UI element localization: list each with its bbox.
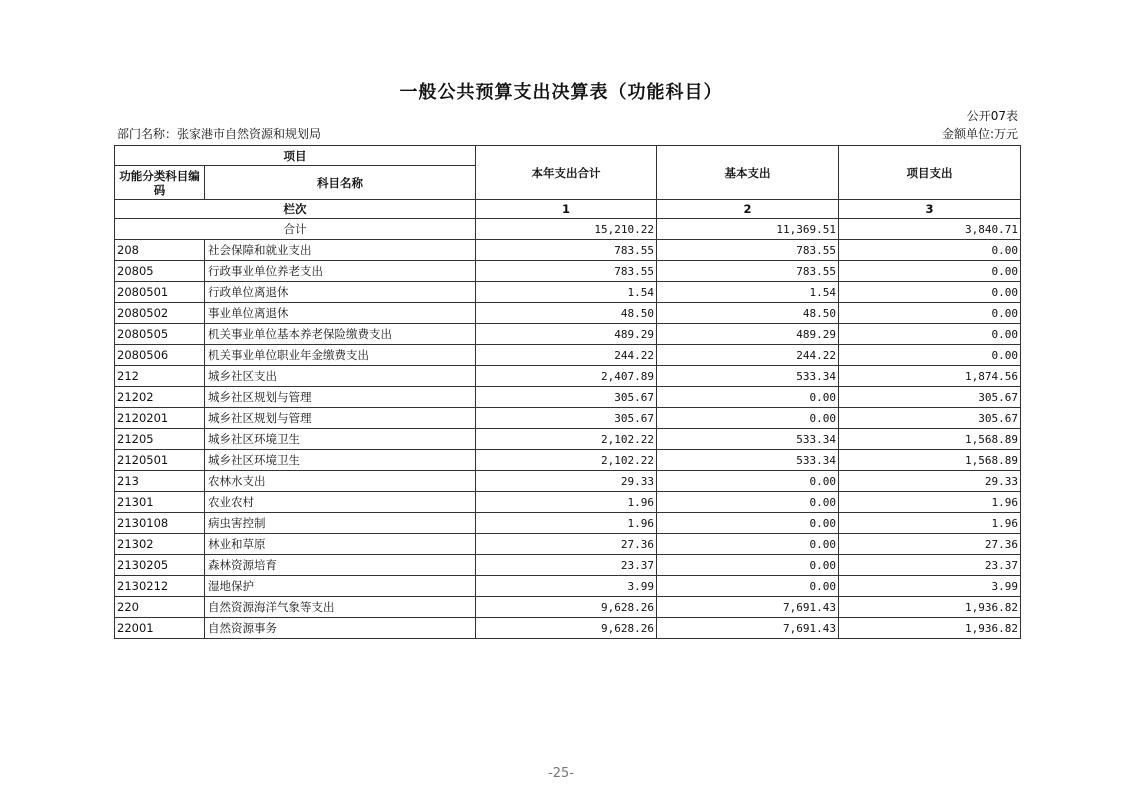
row-total: 2,407.89	[476, 366, 657, 387]
row-name: 湿地保护	[205, 576, 476, 597]
row-code: 2080505	[115, 324, 205, 345]
row-basic: 0.00	[657, 534, 839, 555]
row-project: 1,874.56	[839, 366, 1021, 387]
row-code: 2120201	[115, 408, 205, 429]
header-code: 功能分类科目编码	[115, 166, 205, 200]
table-row	[115, 366, 1021, 387]
form-number: 公开07表	[966, 109, 1018, 123]
total-row	[115, 219, 1021, 240]
unit-label: 金额单位:万元	[941, 127, 1018, 141]
row-name: 事业单位离退休	[205, 303, 476, 324]
row-basic: 48.50	[657, 303, 839, 324]
row-basic: 783.55	[657, 261, 839, 282]
header-project: 项目支出	[839, 146, 1021, 200]
table-row	[115, 345, 1021, 366]
total-sum: 15,210.22	[476, 219, 657, 240]
header-item: 项目	[115, 146, 476, 166]
table-row	[115, 597, 1021, 618]
table-row	[115, 429, 1021, 450]
row-basic: 7,691.43	[657, 597, 839, 618]
row-total: 305.67	[476, 408, 657, 429]
table-row	[115, 282, 1021, 303]
row-name: 行政事业单位养老支出	[205, 261, 476, 282]
row-project: 1,568.89	[839, 450, 1021, 471]
row-basic: 1.54	[657, 282, 839, 303]
row-code: 213	[115, 471, 205, 492]
row-name: 城乡社区环境卫生	[205, 429, 476, 450]
row-code: 21302	[115, 534, 205, 555]
row-name: 机关事业单位职业年金缴费支出	[205, 345, 476, 366]
department-label: 部门名称：张家港市自然资源和规划局	[117, 127, 322, 141]
row-name: 农业农村	[205, 492, 476, 513]
row-code: 21202	[115, 387, 205, 408]
row-project: 27.36	[839, 534, 1021, 555]
row-total: 244.22	[476, 345, 657, 366]
row-basic: 0.00	[657, 387, 839, 408]
row-project: 0.00	[839, 345, 1021, 366]
row-basic: 244.22	[657, 345, 839, 366]
row-total: 2,102.22	[476, 450, 657, 471]
table-row	[115, 387, 1021, 408]
row-project: 305.67	[839, 408, 1021, 429]
table-row	[115, 303, 1021, 324]
row-project: 305.67	[839, 387, 1021, 408]
row-total: 3.99	[476, 576, 657, 597]
row-code: 2130205	[115, 555, 205, 576]
header-col3: 3	[839, 200, 1021, 219]
row-project: 0.00	[839, 240, 1021, 261]
row-total: 23.37	[476, 555, 657, 576]
row-code: 21205	[115, 429, 205, 450]
row-project: 29.33	[839, 471, 1021, 492]
row-code: 2120501	[115, 450, 205, 471]
row-total: 783.55	[476, 261, 657, 282]
row-code: 21301	[115, 492, 205, 513]
row-name: 自然资源事务	[205, 618, 476, 639]
row-total: 2,102.22	[476, 429, 657, 450]
table-row	[115, 618, 1021, 639]
row-project: 0.00	[839, 261, 1021, 282]
row-code: 20805	[115, 261, 205, 282]
table-body	[115, 219, 1021, 639]
row-code: 2080506	[115, 345, 205, 366]
table-row	[115, 576, 1021, 597]
table-row	[115, 408, 1021, 429]
row-basic: 533.34	[657, 429, 839, 450]
header-col2: 2	[657, 200, 839, 219]
row-name: 行政单位离退休	[205, 282, 476, 303]
row-total: 1.54	[476, 282, 657, 303]
header-col1: 1	[476, 200, 657, 219]
table-row	[115, 240, 1021, 261]
row-total: 9,628.26	[476, 618, 657, 639]
row-code: 208	[115, 240, 205, 261]
row-total: 48.50	[476, 303, 657, 324]
row-basic: 0.00	[657, 408, 839, 429]
row-total: 27.36	[476, 534, 657, 555]
row-project: 0.00	[839, 303, 1021, 324]
row-name: 社会保障和就业支出	[205, 240, 476, 261]
row-code: 22001	[115, 618, 205, 639]
row-basic: 0.00	[657, 492, 839, 513]
total-project: 3,840.71	[839, 219, 1021, 240]
row-name: 城乡社区支出	[205, 366, 476, 387]
row-basic: 0.00	[657, 513, 839, 534]
header-basic: 基本支出	[657, 146, 839, 200]
row-total: 29.33	[476, 471, 657, 492]
row-basic: 0.00	[657, 471, 839, 492]
table-row	[115, 534, 1021, 555]
row-name: 城乡社区规划与管理	[205, 408, 476, 429]
header-name: 科目名称	[205, 166, 476, 200]
row-basic: 0.00	[657, 576, 839, 597]
row-project: 3.99	[839, 576, 1021, 597]
row-total: 489.29	[476, 324, 657, 345]
row-code: 212	[115, 366, 205, 387]
header-col-label: 栏次	[115, 200, 476, 219]
row-code: 2130108	[115, 513, 205, 534]
table-row	[115, 324, 1021, 345]
header-total: 本年支出合计	[476, 146, 657, 200]
row-name: 农林水支出	[205, 471, 476, 492]
row-project: 0.00	[839, 282, 1021, 303]
table-row	[115, 492, 1021, 513]
row-basic: 489.29	[657, 324, 839, 345]
row-name: 病虫害控制	[205, 513, 476, 534]
row-code: 2080502	[115, 303, 205, 324]
row-total: 305.67	[476, 387, 657, 408]
row-project: 23.37	[839, 555, 1021, 576]
row-project: 1,936.82	[839, 597, 1021, 618]
table-row	[115, 450, 1021, 471]
row-name: 林业和草原	[205, 534, 476, 555]
row-name: 机关事业单位基本养老保险缴费支出	[205, 324, 476, 345]
row-name: 城乡社区规划与管理	[205, 387, 476, 408]
row-total: 9,628.26	[476, 597, 657, 618]
table-row	[115, 513, 1021, 534]
row-name: 城乡社区环境卫生	[205, 450, 476, 471]
row-code: 2130212	[115, 576, 205, 597]
total-label: 合计	[115, 219, 476, 240]
row-project: 1.96	[839, 513, 1021, 534]
row-project: 1.96	[839, 492, 1021, 513]
row-name: 自然资源海洋气象等支出	[205, 597, 476, 618]
row-total: 783.55	[476, 240, 657, 261]
total-basic: 11,369.51	[657, 219, 839, 240]
table-row	[115, 261, 1021, 282]
row-project: 1,568.89	[839, 429, 1021, 450]
row-project: 1,936.82	[839, 618, 1021, 639]
table-row	[115, 555, 1021, 576]
row-name: 森林资源培育	[205, 555, 476, 576]
row-total: 1.96	[476, 492, 657, 513]
table-row	[115, 471, 1021, 492]
row-project: 0.00	[839, 324, 1021, 345]
row-basic: 533.34	[657, 366, 839, 387]
row-basic: 0.00	[657, 555, 839, 576]
row-basic: 783.55	[657, 240, 839, 261]
expenditure-table	[114, 145, 1021, 639]
row-code: 220	[115, 597, 205, 618]
row-total: 1.96	[476, 513, 657, 534]
page-number: -25-	[548, 766, 574, 781]
row-basic: 7,691.43	[657, 618, 839, 639]
row-basic: 533.34	[657, 450, 839, 471]
page-title: 一般公共预算支出决算表（功能科目）	[399, 82, 723, 103]
row-code: 2080501	[115, 282, 205, 303]
